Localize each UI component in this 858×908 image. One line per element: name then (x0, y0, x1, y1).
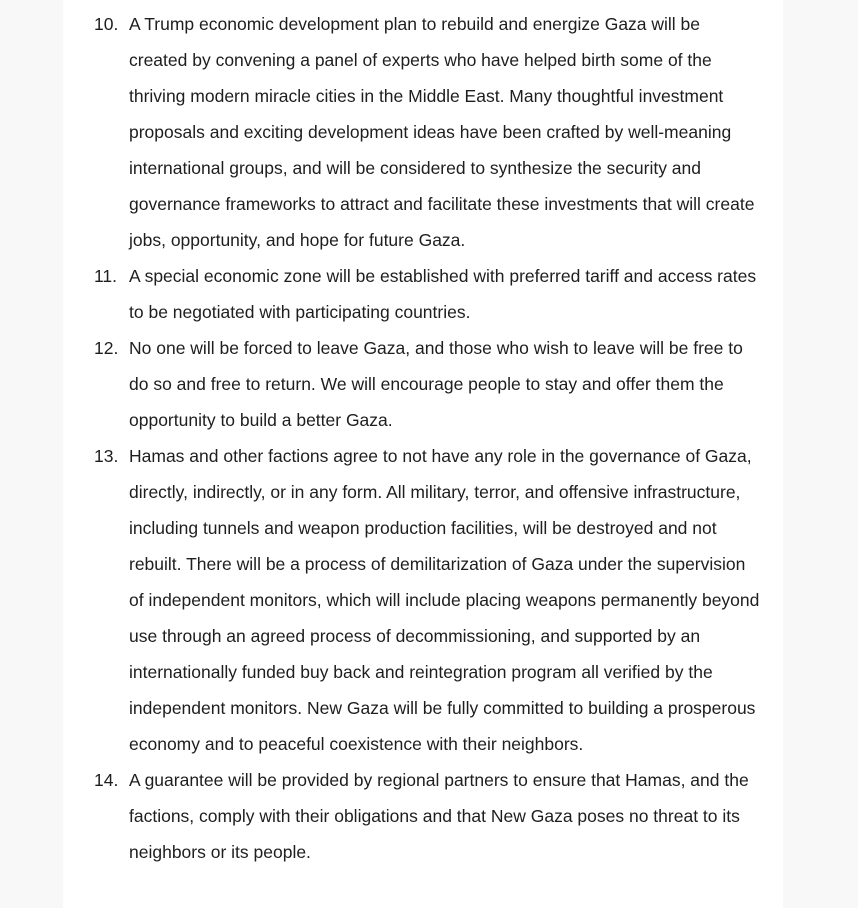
document-page (63, 0, 783, 908)
list-item-number: 10. (94, 14, 119, 34)
list-item-text: A guarantee will be provided by regional partners to ensure that Hamas, and the factions, comply with their obligations and that New Gaza poses no threat to its neighbors or its people. (129, 770, 749, 862)
list-item (63, 258, 783, 330)
list-item-text: Hamas and other factions agree to not have any role in the governance of Gaza, directly, indirectly, or in any form. All military, terror, and offensive infrastructure, including tunnels and weapon production facilities, will be destroyed and not rebuilt. There will be a process of demilitarization of Gaza under the supervision of independent monitors, which will include placing weapons permanently beyond use through an agreed process of decommissioning, and supported by an internationally funded buy back and reintegration program all verified by the independent monitors. New Gaza will be fully committed to building a prosperous economy and to peaceful coexistence with their neighbors. (129, 446, 760, 754)
list-item (63, 6, 783, 258)
list-item-text: No one will be forced to leave Gaza, and those who wish to leave will be free to do so and free to return. We will encourage people to stay and offer them the opportunity to build a better Gaza. (129, 338, 743, 430)
list-item-number: 14. (94, 770, 119, 790)
list-item-number: 13. (94, 446, 119, 466)
list-item-text: A Trump economic development plan to rebuild and energize Gaza will be created by convening a panel of experts who have helped birth some of the thriving modern miracle cities in the Middle East. Many thoughtful investment proposals and exciting development ideas have been crafted by well-meaning international groups, and will be considered to synthesize the security and governance frameworks to attract and facilitate these investments that will create jobs, opportunity, and hope for future Gaza. (129, 14, 755, 250)
list-item-number: 11. (94, 266, 118, 286)
list-item-text: A special economic zone will be established with preferred tariff and access rates to be negotiated with participating countries. (129, 266, 757, 322)
list-item (63, 330, 783, 438)
list-item (63, 438, 783, 762)
numbered-list (63, 6, 783, 870)
list-item-number: 12. (94, 338, 119, 358)
list-item (63, 762, 783, 870)
